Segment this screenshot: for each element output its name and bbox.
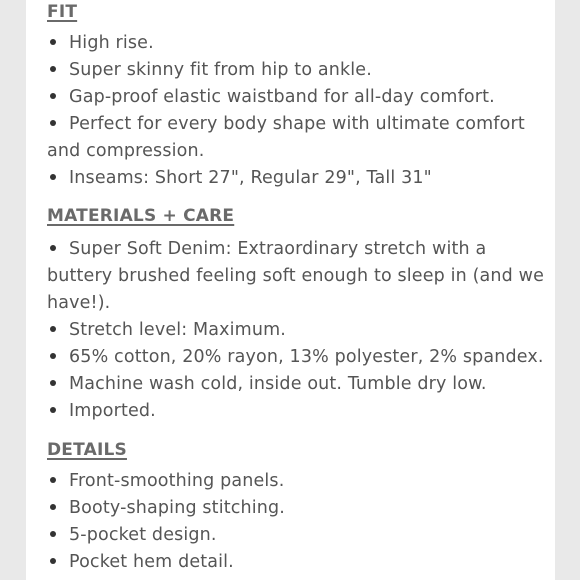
bullet-icon — [50, 326, 56, 332]
list-item — [47, 371, 547, 398]
list-item-text: Pocket hem detail. — [69, 552, 234, 572]
bullet-icon — [50, 531, 56, 537]
list-item-text: Super skinny fit from hip to ankle. — [69, 60, 372, 80]
list-item-text: Machine wash cold, inside out. Tumble dry low. — [69, 374, 487, 394]
materials-care-list — [47, 236, 547, 425]
bullet-icon — [50, 245, 56, 251]
bullet-icon — [50, 93, 56, 99]
fit-heading: FIT — [47, 2, 78, 22]
list-item — [47, 165, 547, 192]
list-item — [47, 84, 547, 111]
details-list — [47, 468, 547, 576]
materials-care-heading: MATERIALS + CARE — [47, 206, 235, 226]
list-item — [47, 30, 547, 57]
list-item-text: Stretch level: Maximum. — [69, 320, 286, 340]
bullet-icon — [50, 407, 56, 413]
list-item — [47, 522, 547, 549]
list-item — [47, 549, 547, 576]
list-item — [47, 398, 547, 425]
fit-list — [47, 30, 547, 192]
list-item-text: High rise. — [69, 33, 154, 53]
list-item — [47, 468, 547, 495]
list-item-text: Perfect for every body shape with ultimate comfort and compression. — [47, 114, 525, 161]
bullet-icon — [50, 66, 56, 72]
description-content — [47, 0, 547, 576]
list-item-text: 5-pocket design. — [69, 525, 217, 545]
bullet-icon — [50, 174, 56, 180]
list-item — [47, 344, 547, 371]
list-item — [47, 111, 547, 165]
list-item — [47, 317, 547, 344]
list-item — [47, 495, 547, 522]
product-description-panel — [26, 0, 555, 580]
list-item-text: Front-smoothing panels. — [69, 471, 285, 491]
bullet-icon — [50, 39, 56, 45]
bullet-icon — [50, 477, 56, 483]
list-item — [47, 57, 547, 84]
list-item-text: Super Soft Denim: Extraordinary stretch with a buttery brushed feeling soft enough to sleep in (and we have!). — [47, 239, 545, 313]
bullet-icon — [50, 353, 56, 359]
details-heading: DETAILS — [47, 440, 127, 460]
bullet-icon — [50, 504, 56, 510]
list-item-text: 65% cotton, 20% rayon, 13% polyester, 2% spandex. — [69, 347, 544, 367]
bullet-icon — [50, 380, 56, 386]
list-item-text: Inseams: Short 27", Regular 29", Tall 31" — [69, 168, 432, 188]
bullet-icon — [50, 558, 56, 564]
bullet-icon — [50, 120, 56, 126]
list-item-text: Imported. — [69, 401, 156, 421]
list-item-text: Booty-shaping stitching. — [69, 498, 285, 518]
list-item — [47, 236, 547, 317]
list-item-text: Gap-proof elastic waistband for all-day comfort. — [69, 87, 495, 107]
